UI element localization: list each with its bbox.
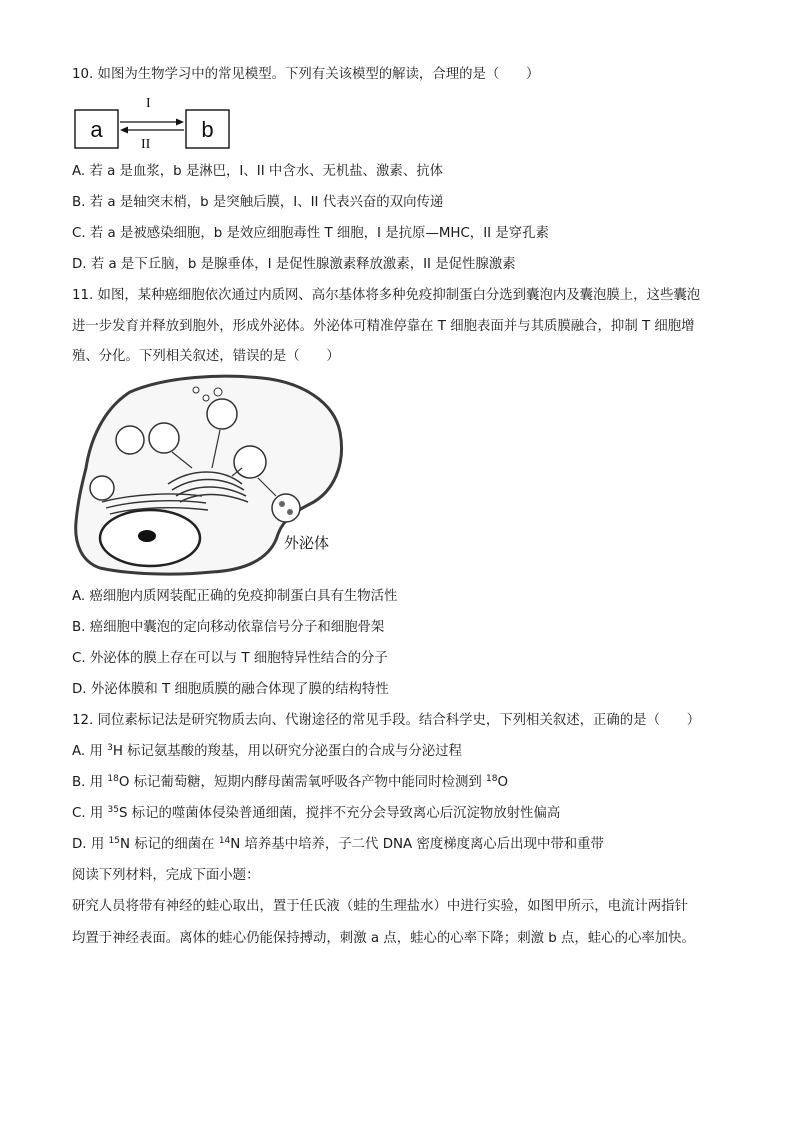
q12-option-c xyxy=(72,804,560,824)
q12-d-sup2: 14 xyxy=(218,836,231,846)
q10-option-c: C. 若 a 是被感染细胞，b 是效应细胞毒性 T 细胞，I 是抗原—MHC，II 是穿孔素 xyxy=(72,226,549,241)
q12-b-sup1: 18 xyxy=(107,774,119,784)
q11-option-a: A. 癌细胞内质网装配正确的免疫抑制蛋白具有生物活性 xyxy=(72,589,398,604)
q12-b-post: O xyxy=(497,775,509,790)
q11-option-c: C. 外泌体的膜上存在可以与 T 细胞特异性结合的分子 xyxy=(72,651,388,666)
q10-option-d: D. 若 a 是下丘脑，b 是腺垂体，I 是促性腺激素释放激素，II 是促性腺激素 xyxy=(72,257,516,272)
arrow-i-label: I xyxy=(146,96,151,111)
exosome-label: 外泌体 xyxy=(284,534,330,552)
q12-c-sup: 35 xyxy=(107,805,119,815)
q12-a-text: H 标记氨基酸的羧基，用以研究分泌蛋白的合成与分泌过程 xyxy=(112,744,462,759)
small-vesicle xyxy=(193,387,199,393)
arrow-ii-head xyxy=(120,127,128,134)
small-vesicle xyxy=(203,395,209,401)
q11-option-b: B. 癌细胞中囊泡的定向移动依靠信号分子和细胞骨架 xyxy=(72,620,385,635)
vesicle xyxy=(90,476,114,500)
exosome-cargo xyxy=(279,501,285,507)
vesicle xyxy=(234,446,266,478)
q12-option-d xyxy=(72,835,604,855)
q11-stem-line-3: 殖、分化。下列相关叙述，错误的是（ ） xyxy=(72,349,340,364)
q12-c-pre: C. 用 xyxy=(72,806,108,821)
q12-b-text: O 标记葡萄糖，短期内酵母菌需氧呼吸各产物中能同时检测到 xyxy=(118,775,487,790)
q11-option-d: D. 外泌体膜和 T 细胞质膜的融合体现了膜的结构特性 xyxy=(72,682,389,697)
nucleolus xyxy=(138,530,156,542)
q12-d-text: N 标记的细菌在 xyxy=(119,837,219,852)
q12-a-pre: A. 用 xyxy=(72,744,108,759)
q12-a-sup: 3 xyxy=(107,743,113,753)
cancer-cell-figure xyxy=(72,372,404,580)
q10-stem: 10. 如图为生物学习中的常见模型。下列有关该模型的解读，合理的是（ ） xyxy=(72,67,540,82)
material-intro: 阅读下列材料，完成下面小题： xyxy=(72,868,260,883)
q12-d-post: N 培养基中培养，子二代 DNA 密度梯度离心后出现中带和重带 xyxy=(230,837,604,852)
small-vesicle xyxy=(214,388,222,396)
box-a-label: a xyxy=(90,117,103,142)
arrow-i-head xyxy=(176,119,184,126)
material-line-1: 研究人员将带有神经的蛙心取出，置于任氏液（蛙的生理盐水）中进行实验，如图甲所示，电流计两指针 xyxy=(72,899,688,914)
q12-d-pre: D. 用 xyxy=(72,837,109,852)
q12-option-a xyxy=(72,742,462,762)
arrow-ii-label: II xyxy=(141,137,151,152)
box-b-label: b xyxy=(201,117,214,142)
exosome-cargo xyxy=(287,509,293,515)
q12-b-pre: B. 用 xyxy=(72,775,108,790)
q12-option-b xyxy=(72,773,508,793)
vesicle xyxy=(149,423,179,453)
q12-c-text: S 标记的噬菌体侵染普通细菌，搅拌不充分会导致离心后沉淀物放射性偏高 xyxy=(118,806,561,821)
q12-stem: 12. 同位素标记法是研究物质去向、代谢途径的常见手段。结合科学史，下列相关叙述，正确的是（ ） xyxy=(72,713,701,728)
q12-b-sup2: 18 xyxy=(486,774,498,784)
exosome xyxy=(272,494,300,522)
vesicle xyxy=(116,426,144,454)
vesicle xyxy=(207,399,237,429)
q11-stem-line-2: 进一步发育并释放到胞外，形成外泌体。外泌体可精准停靠在 T 细胞表面并与其质膜融合，抑制 T 细胞增 xyxy=(72,319,695,334)
q11-stem-line-1: 11. 如图，某种癌细胞依次通过内质网、高尔基体将多种免疫抑制蛋白分选到囊泡内及囊泡膜上，这些囊泡 xyxy=(72,288,701,303)
q12-d-sup1: 15 xyxy=(108,836,120,846)
model-diagram xyxy=(72,92,242,152)
material-line-2: 均置于神经表面。离体的蛙心仍能保持搏动，刺激 a 点，蛙心的心率下降；刺激 b 点，蛙心的心率加快。 xyxy=(72,931,695,946)
q10-option-a: A. 若 a 是血浆，b 是淋巴，I、II 中含水、无机盐、激素、抗体 xyxy=(72,164,443,179)
q10-option-b: B. 若 a 是轴突末梢，b 是突触后膜，I、II 代表兴奋的双向传递 xyxy=(72,195,444,210)
